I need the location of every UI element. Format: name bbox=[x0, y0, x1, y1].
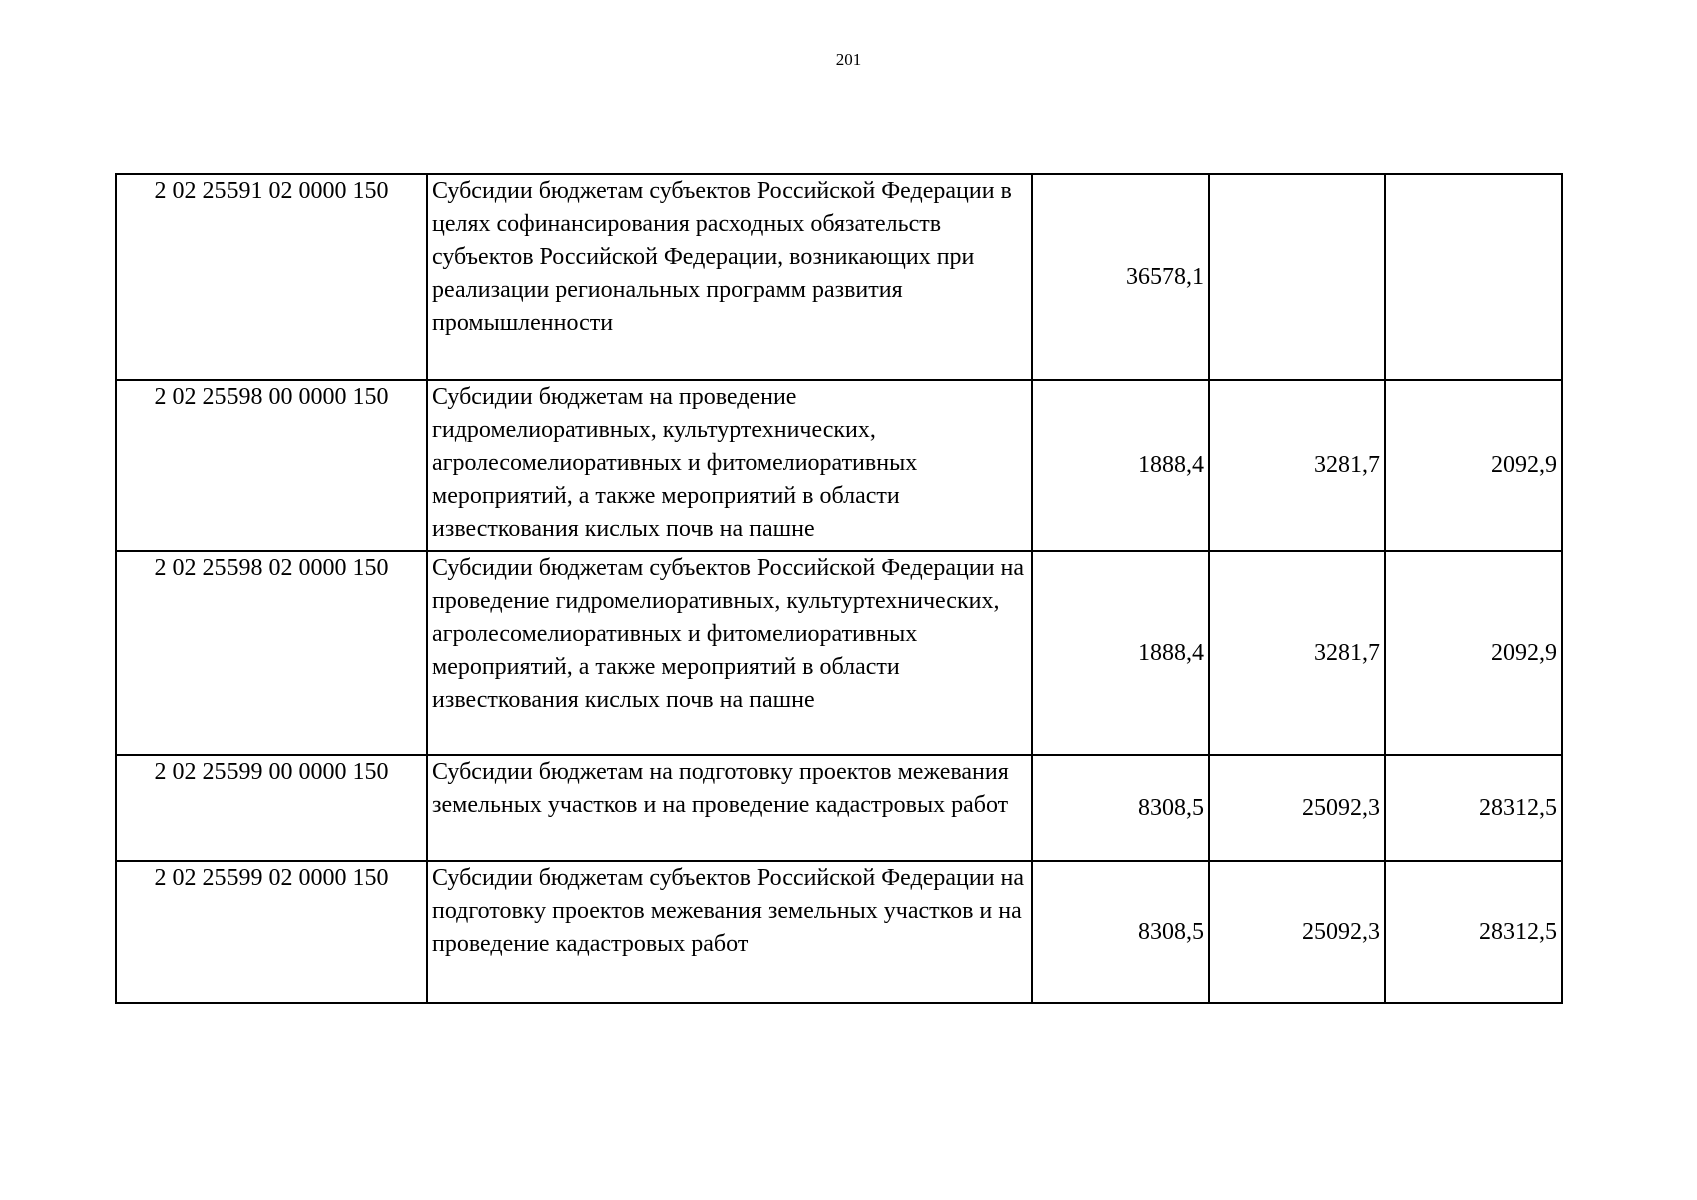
table-row bbox=[116, 174, 1562, 380]
value-cell-3: 28312,5 bbox=[1385, 861, 1562, 1003]
description-cell: Субсидии бюджетам субъектов Российской Федерации на подготовку проектов межевания земельных участков и на проведение кадастровых работ bbox=[427, 861, 1032, 1003]
budget-code-cell: 2 02 25591 02 0000 150 bbox=[116, 174, 427, 380]
budget-code-cell: 2 02 25598 02 0000 150 bbox=[116, 551, 427, 755]
budget-code-cell: 2 02 25599 02 0000 150 bbox=[116, 861, 427, 1003]
budget-code-cell: 2 02 25599 00 0000 150 bbox=[116, 755, 427, 861]
description-cell: Субсидии бюджетам субъектов Российской Федерации на проведение гидромелиоративных, культуртехнических, агролесомелиоративных и фитомелиоративных мероприятий, а также мероприятий в области известкования кислых почв на пашне bbox=[427, 551, 1032, 755]
table-row bbox=[116, 861, 1562, 1003]
value-cell-2: 3281,7 bbox=[1209, 380, 1385, 551]
value-cell-1: 8308,5 bbox=[1032, 861, 1209, 1003]
value-cell-1: 8308,5 bbox=[1032, 755, 1209, 861]
budget-revenue-table bbox=[115, 173, 1563, 1004]
page-number: 201 bbox=[835, 50, 862, 69]
value-cell-1: 1888,4 bbox=[1032, 551, 1209, 755]
value-cell-2: 25092,3 bbox=[1209, 755, 1385, 861]
value-cell-2: 25092,3 bbox=[1209, 861, 1385, 1003]
value-cell-1: 36578,1 bbox=[1032, 174, 1209, 380]
budget-code-cell: 2 02 25598 00 0000 150 bbox=[116, 380, 427, 551]
description-cell: Субсидии бюджетам на проведение гидромелиоративных, культуртехнических, агролесомелиоративных и фитомелиоративных мероприятий, а также мероприятий в области известкования кислых почв на пашне bbox=[427, 380, 1032, 551]
table-row bbox=[116, 755, 1562, 861]
value-cell-3: 2092,9 bbox=[1385, 551, 1562, 755]
value-cell-3 bbox=[1385, 174, 1562, 380]
value-cell-1: 1888,4 bbox=[1032, 380, 1209, 551]
description-cell: Субсидии бюджетам на подготовку проектов межевания земельных участков и на проведение кадастровых работ bbox=[427, 755, 1032, 861]
value-cell-2: 3281,7 bbox=[1209, 551, 1385, 755]
value-cell-3: 2092,9 bbox=[1385, 380, 1562, 551]
description-cell: Субсидии бюджетам субъектов Российской Федерации в целях софинансирования расходных обязательств субъектов Российской Федерации, возникающих при реализации региональных программ развития промышленности bbox=[427, 174, 1032, 380]
table-row bbox=[116, 380, 1562, 551]
table-row bbox=[116, 551, 1562, 755]
value-cell-3: 28312,5 bbox=[1385, 755, 1562, 861]
value-cell-2 bbox=[1209, 174, 1385, 380]
